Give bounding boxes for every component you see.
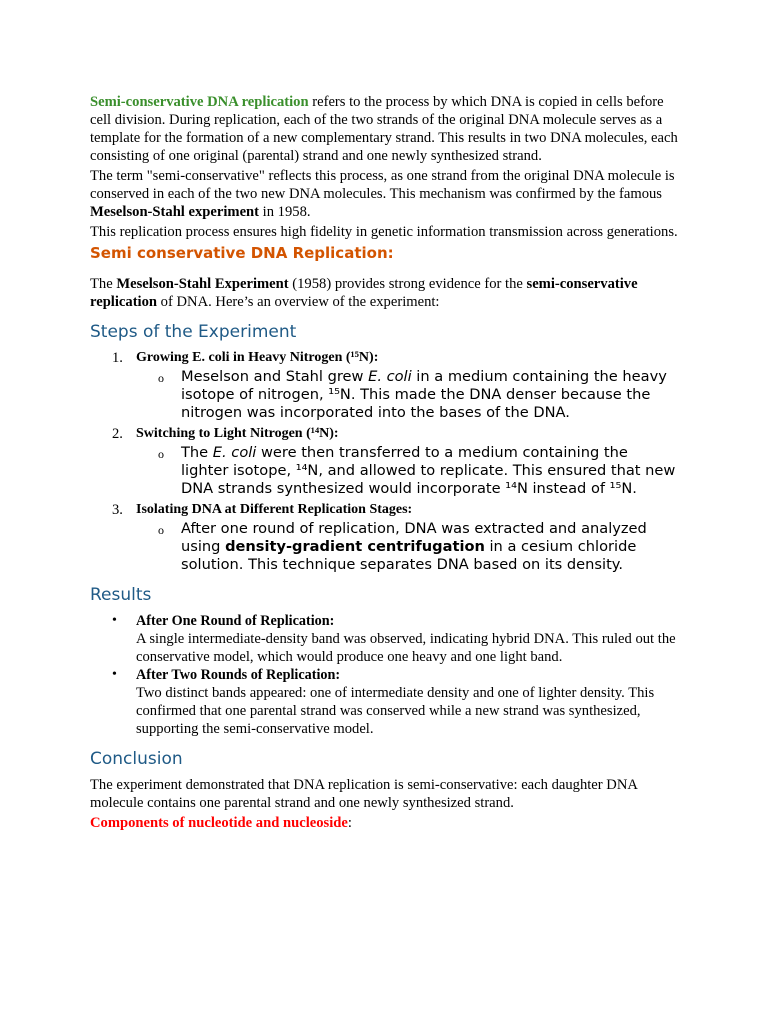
step-title: Switching to Light Nitrogen (¹⁴N): <box>136 426 339 441</box>
intro-highlight: Semi-conservative DNA replication <box>90 94 309 110</box>
detail-text: in a medium containing the heavy isotope of nitrogen, ¹⁵N. This made the DNA denser because the nitrogen was incorporated into the bases of the DNA. <box>181 368 667 421</box>
step-title: Isolating DNA at Different Replication Stages: <box>136 502 413 517</box>
step-detail-text <box>181 444 678 498</box>
intro-paragraph-3: This replication process ensures high fidelity in genetic information transmission across generations. <box>90 224 678 240</box>
conclusion-heading: Conclusion <box>90 749 183 769</box>
overview-text: The <box>90 276 117 292</box>
result-text: A single intermediate-density band was observed, indicating hybrid DNA. This ruled out the conservative model, which would produce one heavy and one light band. <box>136 631 676 665</box>
intro-text: The term "semi-conservative" reflects this process, as one strand from the original DNA molecule is conserved in each of the two new DNA molecules. This mechanism was confirmed by the famous <box>90 168 675 202</box>
step-detail <box>136 520 678 574</box>
results-heading: Results <box>90 585 152 605</box>
intro-bold-term: Meselson-Stahl experiment <box>90 204 260 220</box>
steps-heading: Steps of the Experiment <box>90 322 297 342</box>
bullet-dot-icon: • <box>112 667 117 682</box>
overview-bold: Meselson-Stahl Experiment <box>116 276 289 292</box>
circle-bullet-icon: o <box>158 447 164 461</box>
detail-italic: E. coli <box>212 444 257 461</box>
step-number: 2. <box>112 426 123 442</box>
intro-text: in 1958. <box>259 204 311 220</box>
step-detail <box>136 444 678 498</box>
detail-text: After one round of replication, DNA was extracted and analyzed using <box>181 520 647 555</box>
results-list <box>90 612 678 738</box>
result-item <box>90 612 678 666</box>
components-heading-colon: : <box>347 815 352 831</box>
detail-text: Meselson and Stahl grew <box>181 368 369 385</box>
result-text: Two distinct bands appeared: one of intermediate density and one of lighter density. This confirmed that one parental strand was conserved while a new strand was synthesized, supporting the semi-conservative model. <box>136 685 655 737</box>
intro-paragraph-2 <box>90 167 678 221</box>
result-item <box>90 666 678 738</box>
intro-paragraph-1 <box>90 93 678 165</box>
intro-text: refers to the process by which DNA is copied in cells before cell division. During replication, each of the two strands of the original DNA molecule serves as a template for the formation of a new complementary strand. This results in two DNA molecules, each consisting of one original (parental) strand and one newly synthesized strand. <box>90 94 678 164</box>
circle-bullet-icon: o <box>158 371 164 385</box>
detail-text: in a cesium chloride solution. This technique separates DNA based on its density. <box>181 538 637 573</box>
step-number: 3. <box>112 502 123 518</box>
step-item <box>90 425 678 498</box>
detail-bold: density-gradient centrifugation <box>225 538 485 555</box>
bullet-dot-icon: • <box>112 613 117 628</box>
step-item <box>90 501 678 574</box>
circle-bullet-icon: o <box>158 523 164 537</box>
main-heading: Semi conservative DNA Replication: <box>90 244 394 262</box>
detail-italic: E. coli <box>368 368 412 385</box>
components-heading <box>90 814 678 832</box>
detail-text: were then transferred to a medium containing the lighter isotope, ¹⁴N, and allowed to replicate. This ensured that new DNA strands synthesized would incorporate ¹⁴N instead of ¹⁵N. <box>181 444 676 497</box>
steps-list <box>90 349 678 574</box>
components-heading-text: Components of nucleotide and nucleoside <box>90 815 348 831</box>
result-title: After One Round of Replication: <box>136 613 335 629</box>
step-item <box>90 349 678 422</box>
result-title: After Two Rounds of Replication: <box>136 667 341 683</box>
overview-text: of DNA. Here’s an overview of the experiment: <box>157 294 440 310</box>
step-detail <box>136 368 678 422</box>
step-detail-text <box>181 520 678 574</box>
overview-bold: semi-conservative replication <box>90 276 638 310</box>
detail-text: The <box>181 444 213 461</box>
step-number: 1. <box>112 350 123 366</box>
overview-paragraph <box>90 275 678 311</box>
conclusion-paragraph: The experiment demonstrated that DNA replication is semi-conservative: each daughter DNA molecule contains one parental strand and one newly synthesized strand. <box>90 777 638 811</box>
step-detail-text <box>181 368 678 422</box>
overview-text: (1958) provides strong evidence for the <box>288 276 527 292</box>
step-title: Growing E. coli in Heavy Nitrogen (¹⁵N): <box>136 350 379 365</box>
